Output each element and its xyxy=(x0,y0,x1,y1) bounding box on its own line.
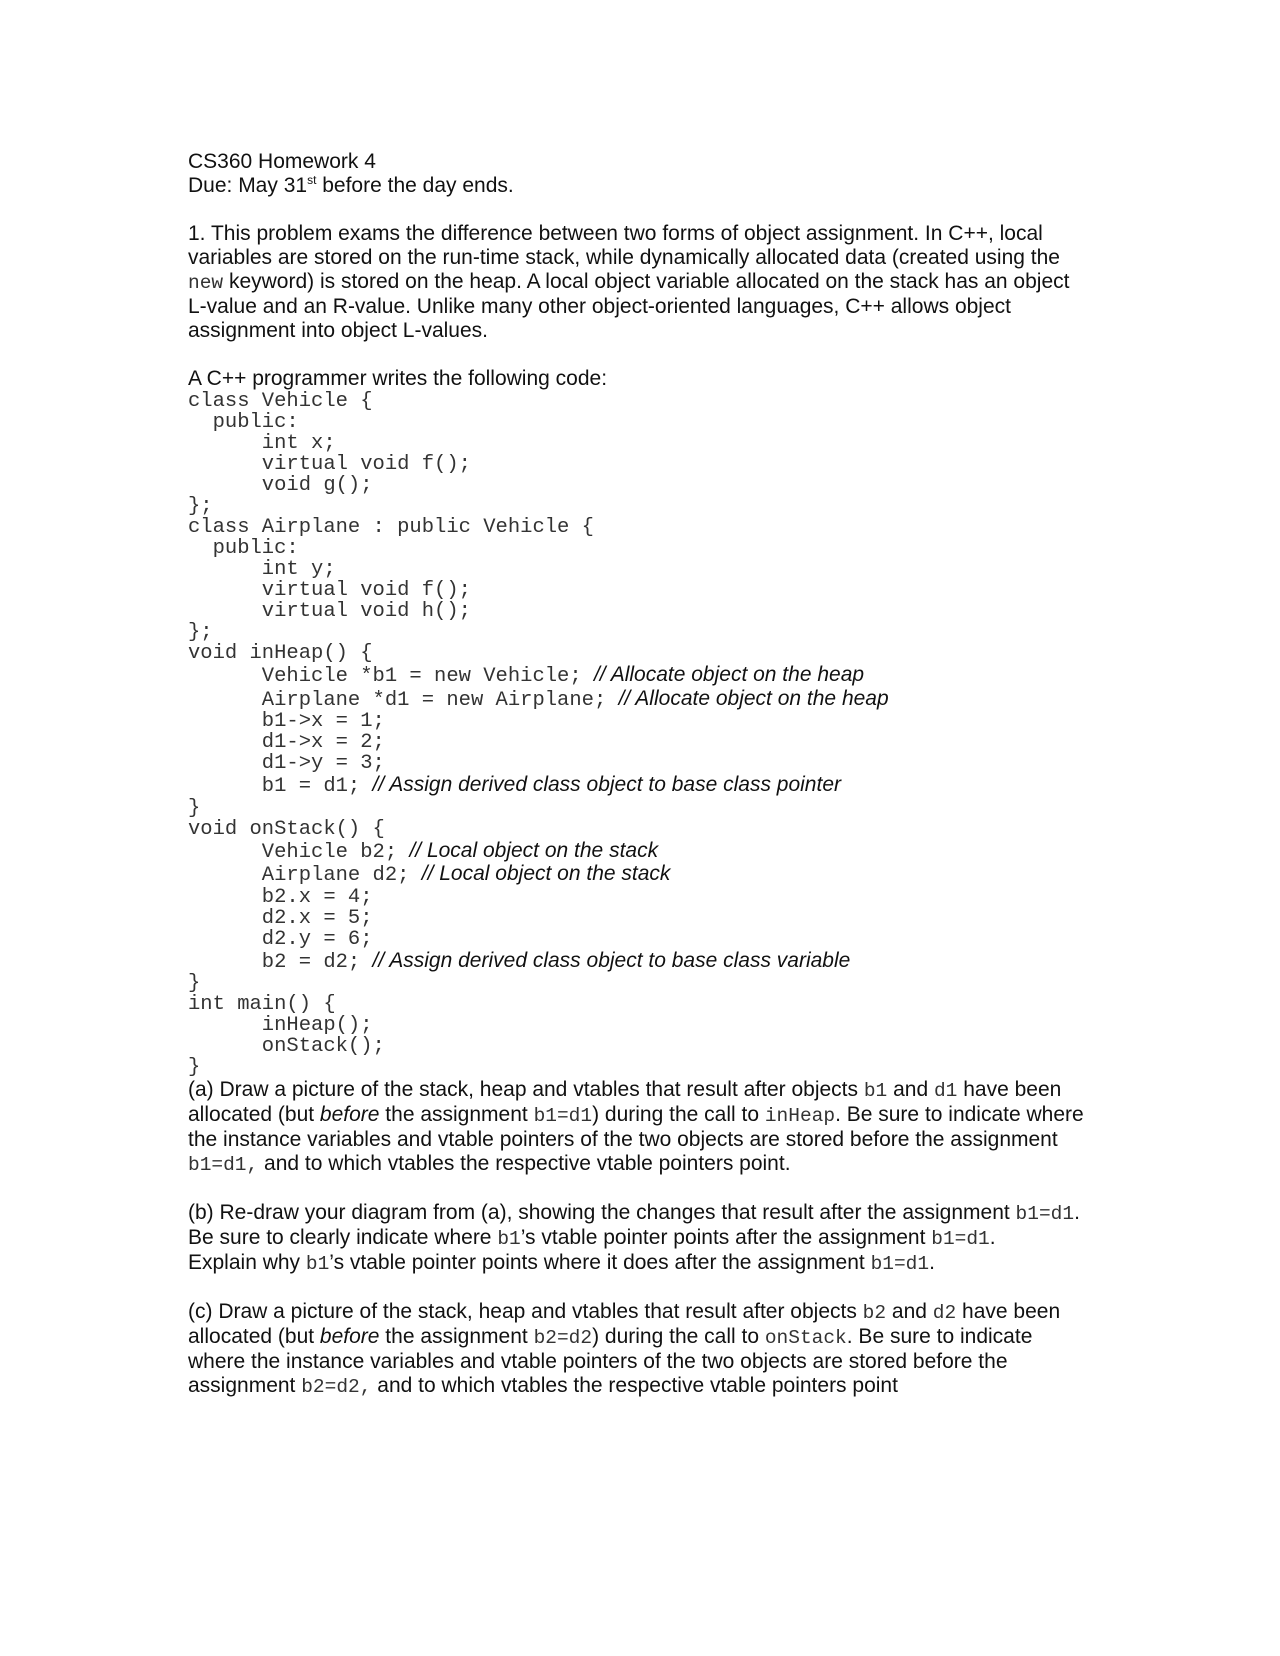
part-c-line: where the instance variables and vtable pointers of the two objects are stored before the xyxy=(188,1350,1008,1373)
code-line xyxy=(188,798,1108,819)
code-text: onStack(); xyxy=(188,1035,385,1058)
code-line xyxy=(188,643,1108,664)
code-listing xyxy=(188,391,1108,1078)
code-text: Vehicle *b1 = new Vehicle; xyxy=(188,665,594,688)
code-line xyxy=(188,538,1108,559)
part-b xyxy=(188,1201,1108,1276)
part-c-line: assignment b2=d2, and to which vtables the respective vtable pointers point xyxy=(188,1374,898,1398)
code-text: }; xyxy=(188,495,213,518)
intro-line: variables are stored on the run-time stack, while dynamically allocated data (created using the xyxy=(188,246,1060,269)
part-a-line: (a) Draw a picture of the stack, heap and vtables that result after objects b1 and d1 have been xyxy=(188,1078,1062,1102)
code-line xyxy=(188,475,1108,496)
part-c-line: (c) Draw a picture of the stack, heap and vtables that result after objects b2 and d2 have been xyxy=(188,1300,1061,1324)
code-line xyxy=(188,412,1108,433)
due-prefix: Due: May 31 xyxy=(188,174,308,197)
part-c xyxy=(188,1300,1108,1399)
code-text: int main() { xyxy=(188,993,336,1016)
code-line xyxy=(188,711,1108,732)
code-text: class Airplane : public Vehicle { xyxy=(188,516,594,539)
homework-title: CS360 Homework 4 xyxy=(188,150,376,173)
code-comment: // Local object on the stack xyxy=(421,862,671,885)
due-suffix: before the day ends. xyxy=(316,174,514,197)
code-text: b2 = d2; xyxy=(188,950,373,974)
code-text: b2.x = 4; xyxy=(188,885,373,909)
code-text: } xyxy=(188,972,201,995)
code-comment: // Assign derived class object to base class variable xyxy=(372,948,851,972)
code-line xyxy=(188,973,1108,994)
code-line xyxy=(188,454,1108,475)
code-text: } xyxy=(188,796,201,820)
code-text: virtual void f(); xyxy=(188,453,471,476)
code-line xyxy=(188,819,1108,840)
code-line xyxy=(188,664,1108,688)
code-line xyxy=(188,887,1108,908)
code-text: public: xyxy=(188,537,299,560)
code-line xyxy=(188,950,1108,974)
code-line xyxy=(188,1015,1108,1036)
code-line xyxy=(188,774,1108,798)
code-text: Airplane d2; xyxy=(188,864,422,887)
code-comment: // Assign derived class object to base class pointer xyxy=(372,773,841,796)
code-line xyxy=(188,559,1108,580)
code-text: int y; xyxy=(188,558,336,581)
code-line xyxy=(188,929,1108,950)
code-text: Vehicle b2; xyxy=(188,840,410,864)
code-comment: // Local object on the stack xyxy=(409,838,659,862)
code-text: }; xyxy=(188,621,213,644)
code-line xyxy=(188,732,1108,753)
part-a-line: allocated (but before the assignment b1=d1) during the call to inHeap. Be sure to indicate where xyxy=(188,1103,1084,1127)
code-text: public: xyxy=(188,411,299,434)
part-b-line: Be sure to clearly indicate where b1’s vtable pointer points after the assignment b1=d1. xyxy=(188,1226,996,1250)
code-text: void onStack() { xyxy=(188,817,385,841)
code-line xyxy=(188,863,1108,887)
code-line xyxy=(188,517,1108,538)
code-text: virtual void f(); xyxy=(188,579,471,602)
code-text: virtual void h(); xyxy=(188,600,471,623)
problem-intro xyxy=(188,222,1108,343)
code-line xyxy=(188,496,1108,517)
code-text: d2.x = 5; xyxy=(188,906,373,930)
code-line xyxy=(188,580,1108,601)
code-text: } xyxy=(188,1056,201,1079)
code-line xyxy=(188,622,1108,643)
code-text: d2.y = 6; xyxy=(188,927,373,951)
code-text: d1->y = 3; xyxy=(188,752,385,775)
part-b-line: Explain why b1’s vtable pointer points where it does after the assignment b1=d1. xyxy=(188,1251,935,1275)
code-text: Airplane *d1 = new Airplane; xyxy=(188,688,619,712)
code-line xyxy=(188,840,1108,864)
code-text: void g(); xyxy=(188,474,373,497)
code-text: void inHeap() { xyxy=(188,642,373,665)
code-comment: // Allocate object on the heap xyxy=(593,663,865,686)
intro-line: 1. This problem exams the difference between two forms of object assignment. In C++, local xyxy=(188,222,1043,245)
part-a-line: b1=d1, and to which vtables the respective vtable pointers point. xyxy=(188,1152,791,1176)
code-text: d1->x = 2; xyxy=(188,731,385,754)
code-intro: A C++ programmer writes the following code: xyxy=(188,367,608,390)
code-text: int x; xyxy=(188,432,336,455)
keyword-new: new xyxy=(188,272,224,294)
code-text: inHeap(); xyxy=(188,1014,373,1037)
due-superscript: st xyxy=(307,173,317,187)
code-text: class Vehicle { xyxy=(188,390,373,413)
code-line xyxy=(188,994,1108,1015)
code-line xyxy=(188,688,1108,712)
code-text: b1 = d1; xyxy=(188,775,373,798)
code-line xyxy=(188,753,1108,774)
intro-line: L-value and an R-value. Unlike many other object-oriented languages, C++ allows object xyxy=(188,295,1011,318)
code-line xyxy=(188,391,1108,412)
document-page xyxy=(188,150,1108,1399)
code-line xyxy=(188,1057,1108,1078)
code-comment: // Allocate object on the heap xyxy=(618,686,889,710)
code-line xyxy=(188,908,1108,929)
part-b-line: (b) Re-draw your diagram from (a), showing the changes that result after the assignment b1=d1. xyxy=(188,1201,1080,1225)
code-line xyxy=(188,601,1108,622)
code-line xyxy=(188,1036,1108,1057)
part-a xyxy=(188,1078,1108,1177)
part-a-line: the instance variables and vtable pointers of the two objects are stored before the assignment xyxy=(188,1128,1058,1151)
intro-line: new keyword) is stored on the heap. A local object variable allocated on the stack has an object xyxy=(188,270,1070,294)
part-c-line: allocated (but before the assignment b2=d2) during the call to onStack. Be sure to indicate xyxy=(188,1325,1033,1349)
due-date xyxy=(188,174,1108,198)
intro-line: assignment into object L-values. xyxy=(188,319,488,342)
code-line xyxy=(188,433,1108,454)
code-text: b1->x = 1; xyxy=(188,710,385,733)
